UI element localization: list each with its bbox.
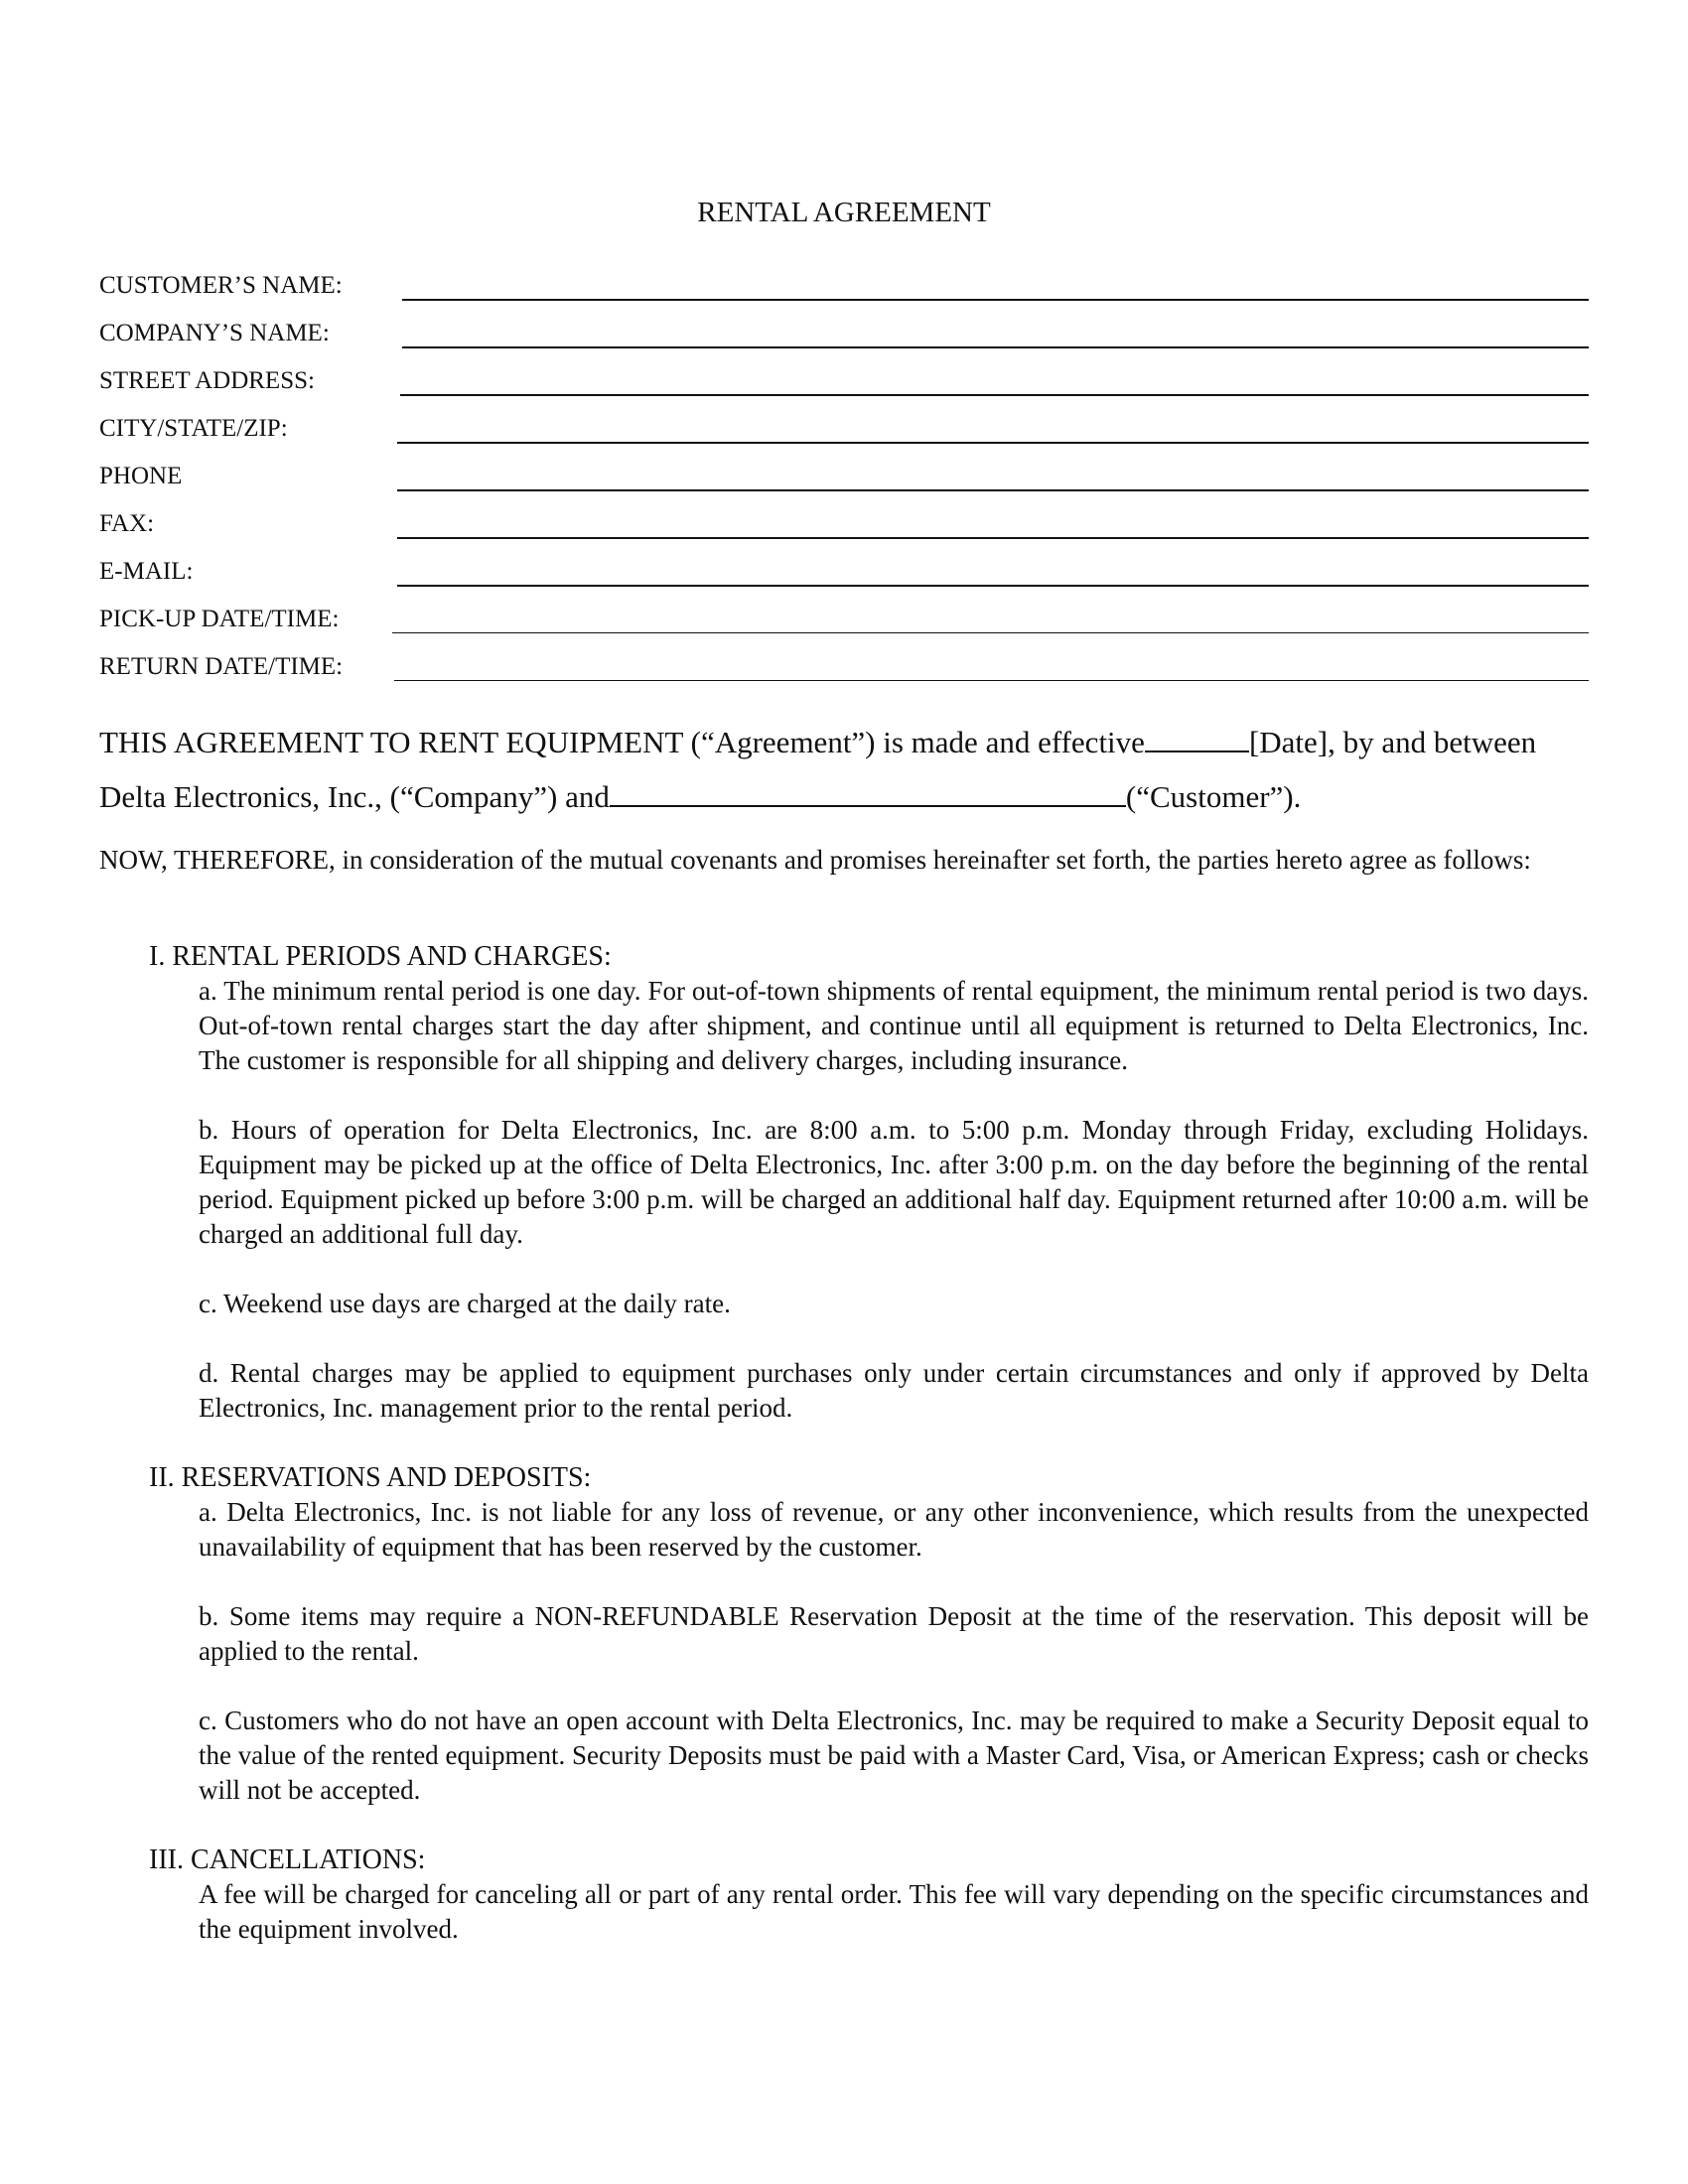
section-paragraph: c. Customers who do not have an open account with Delta Electronics, Inc. may be required to make a Security Deposit equal to the value of the rented equipment. Security Deposits must be paid with a Master Card, Visa, or American Express; cash or checks will not be accepted. <box>199 1706 1589 1805</box>
section-cancellations <box>149 1843 1589 1947</box>
form-row-company-name <box>99 314 1589 361</box>
section-rental-periods <box>149 939 1589 1426</box>
form-row-phone <box>99 457 1589 504</box>
pickup-date-time-field[interactable] <box>392 632 1589 633</box>
email-field[interactable] <box>397 585 1589 587</box>
section-heading: II. RESERVATIONS AND DEPOSITS: <box>149 1462 592 1493</box>
section-paragraph: b. Hours of operation for Delta Electronics, Inc. are 8:00 a.m. to 5:00 p.m. Monday through Friday, excluding Holidays. Equipment may be picked up at the office of Delta Electronics, Inc. after 3:00 p.m. on the day before the beginning of the rental period. Equipment picked up before 3:00 p.m. will be charged an additional half day. Equipment returned after 10:00 a.m. will be charged an additional full day. <box>199 1115 1589 1249</box>
section-reservations <box>149 1460 1589 1808</box>
form-row-city-state-zip <box>99 409 1589 457</box>
section-paragraph: c. Weekend use days are charged at the daily rate. <box>199 1289 731 1318</box>
company-name-label: COMPANY’S NAME: <box>99 320 330 346</box>
document-title: RENTAL AGREEMENT <box>697 197 991 228</box>
intro-customer-text: (“Customer”). <box>1125 779 1302 814</box>
section-paragraph: d. Rental charges may be applied to equipment purchases only under certain circumstances and only if approved by Delta Electronics, Inc. management prior to the rental period. <box>199 1358 1589 1423</box>
agreement-sections <box>149 939 1589 1981</box>
section-paragraph: b. Some items may require a NON-REFUNDABLE Reservation Deposit at the time of the reservation. This deposit will be applied to the rental. <box>199 1601 1589 1666</box>
phone-label: PHONE <box>99 463 183 489</box>
customer-info-form <box>99 266 1589 695</box>
email-label: E-MAIL: <box>99 558 194 585</box>
customer-name-field[interactable] <box>402 299 1589 301</box>
return-date-time-field[interactable] <box>394 680 1589 681</box>
form-row-street-address <box>99 361 1589 409</box>
phone-field[interactable] <box>397 489 1589 491</box>
city-state-zip-label: CITY/STATE/ZIP: <box>99 415 288 442</box>
return-date-time-label: RETURN DATE/TIME: <box>99 653 344 680</box>
intro-company-text: Delta Electronics, Inc., (“Company”) and <box>99 779 610 814</box>
customer-name-label: CUSTOMER’S NAME: <box>99 272 343 299</box>
pickup-date-time-label: PICK-UP DATE/TIME: <box>99 606 340 632</box>
section-heading: I. RENTAL PERIODS AND CHARGES: <box>149 941 612 972</box>
agreement-intro <box>99 725 1599 886</box>
intro-effective-text: THIS AGREEMENT TO RENT EQUIPMENT (“Agreement”) is made and effective <box>99 725 1145 759</box>
intro-date-text: [Date], by and between <box>1248 725 1537 759</box>
intro-line-1 <box>99 725 1599 779</box>
form-row-pickup <box>99 600 1589 647</box>
street-address-label: STREET ADDRESS: <box>99 367 315 394</box>
company-name-field[interactable] <box>402 346 1589 348</box>
street-address-field[interactable] <box>400 394 1589 396</box>
city-state-zip-field[interactable] <box>397 442 1589 444</box>
section-paragraph: a. Delta Electronics, Inc. is not liable for any loss of revenue, or any other inconvenience, which results from the unexpected unavailability of equipment that has been reserved by the customer. <box>199 1497 1589 1562</box>
form-row-customer-name <box>99 266 1589 314</box>
consideration-paragraph: NOW, THEREFORE, in consideration of the mutual covenants and promises hereinafter set forth, the parties hereto agree as follows: <box>99 845 1531 875</box>
form-row-email <box>99 552 1589 600</box>
section-heading: III. CANCELLATIONS: <box>149 1844 426 1875</box>
customer-name-blank[interactable] <box>610 783 1126 807</box>
intro-line-1-text <box>99 725 1536 779</box>
intro-line-2 <box>99 779 1599 834</box>
form-row-fax <box>99 504 1589 552</box>
effective-date-blank[interactable] <box>1145 729 1249 752</box>
fax-label: FAX: <box>99 510 155 537</box>
section-paragraph: a. The minimum rental period is one day. For out-of-town shipments of rental equipment, the minimum rental period is two days. Out-of-town rental charges start the day after shipment, and continue until all equipment is returned to Delta Electronics, Inc. The customer is responsible for all shipping and delivery charges, including insurance. <box>199 976 1589 1075</box>
fax-field[interactable] <box>397 537 1589 539</box>
section-paragraph: A fee will be charged for canceling all or part of any rental order. This fee will vary depending on the specific circumstances and the equipment involved. <box>199 1879 1589 1944</box>
form-row-return <box>99 647 1589 695</box>
